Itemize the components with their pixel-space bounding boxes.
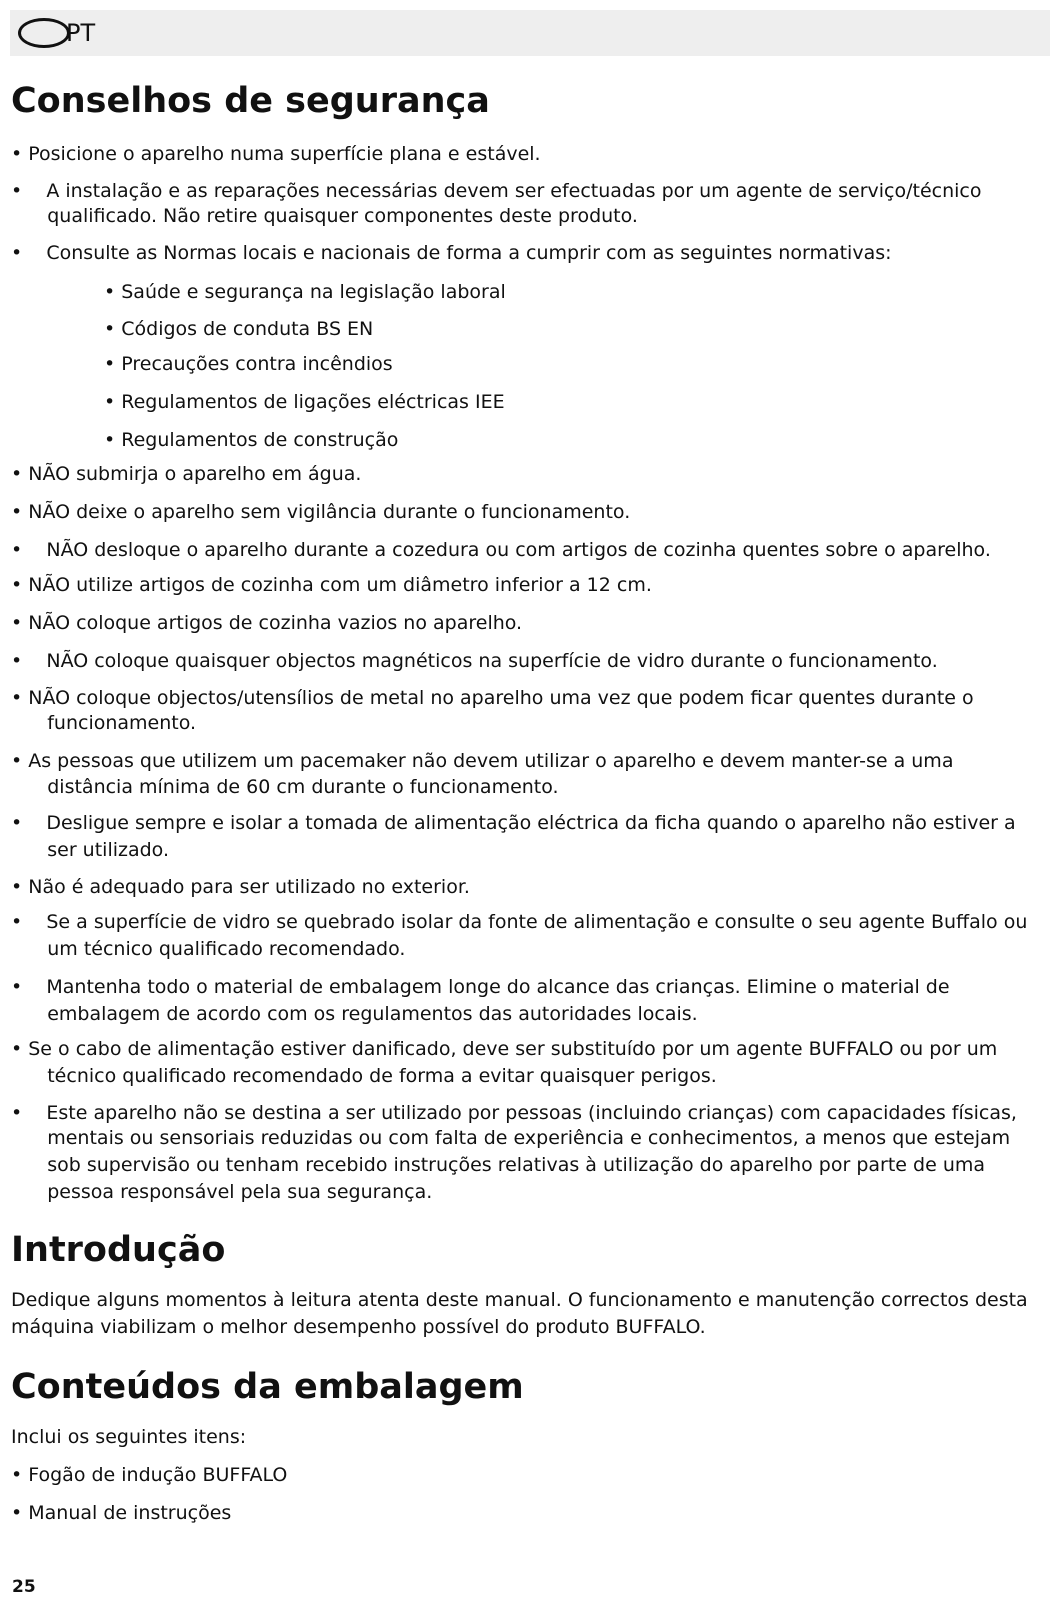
safety-line-02: • A instalação e as reparações necessárias devem ser efectuadas por um agente de serviço/técnico bbox=[11, 180, 982, 202]
section-title-safety: Conselhos de segurança bbox=[11, 81, 490, 121]
safety-line-21: embalagem de acordo com os regulamentos das autoridades locais. bbox=[11, 1003, 698, 1025]
language-header-bar bbox=[10, 10, 1050, 56]
safety-line-09: • NÃO coloque artigos de cozinha vazios no aparelho. bbox=[11, 612, 523, 634]
page-number: 25 bbox=[12, 1577, 36, 1597]
safety-line-17: • Não é adequado para ser utilizado no exterior. bbox=[11, 876, 470, 898]
safety-line-19: um técnico qualificado recomendado. bbox=[11, 938, 406, 960]
safety-line-13: • As pessoas que utilizem um pacemaker não devem utilizar o aparelho e devem manter-se a uma bbox=[11, 750, 954, 772]
safety-line-26: sob supervisão ou tenham recebido instruções relativas à utilização do aparelho por parte de uma bbox=[11, 1154, 986, 1176]
safety-line-05: • NÃO submirja o aparelho em água. bbox=[11, 463, 362, 485]
safety-line-06: • NÃO deixe o aparelho sem vigilância durante o funcionamento. bbox=[11, 501, 631, 523]
contents-item-2: • Manual de instruções bbox=[11, 1502, 232, 1524]
safety-line-15: • Desligue sempre e isolar a tomada de alimentação eléctrica da ficha quando o aparelho não estiver a bbox=[11, 812, 1016, 834]
intro-line-1: Dedique alguns momentos à leitura atenta deste manual. O funcionamento e manutenção correctos desta bbox=[11, 1289, 1028, 1311]
standards-item-05: • Regulamentos de construção bbox=[104, 429, 399, 451]
safety-line-11: • NÃO coloque objectos/utensílios de metal no aparelho uma vez que podem ficar quentes durante o bbox=[11, 687, 974, 709]
contents-item-1: • Fogão de indução BUFFALO bbox=[11, 1464, 288, 1486]
contents-lead: Inclui os seguintes itens: bbox=[11, 1426, 247, 1448]
safety-line-07: • NÃO desloque o aparelho durante a cozedura ou com artigos de cozinha quentes sobre o aparelho. bbox=[11, 539, 991, 561]
safety-line-23: técnico qualificado recomendado de forma a evitar quaisquer perigos. bbox=[11, 1065, 717, 1087]
safety-line-10: • NÃO coloque quaisquer objectos magnéticos na superfície de vidro durante o funcionamento. bbox=[11, 650, 938, 672]
intro-line-2: máquina viabilizam o melhor desempenho possível do produto BUFFALO. bbox=[11, 1316, 706, 1338]
language-code: PT bbox=[66, 19, 96, 47]
safety-line-14: distância mínima de 60 cm durante o funcionamento. bbox=[11, 776, 559, 798]
safety-line-08: • NÃO utilize artigos de cozinha com um diâmetro inferior a 12 cm. bbox=[11, 574, 652, 596]
safety-line-25: mentais ou sensoriais reduzidas ou com falta de experiência e conhecimentos, a menos que estejam bbox=[11, 1127, 1011, 1149]
safety-line-22: • Se o cabo de alimentação estiver danificado, deve ser substituído por um agente BUFFALO ou por um bbox=[11, 1038, 998, 1060]
safety-line-16: ser utilizado. bbox=[11, 839, 170, 861]
safety-line-03: qualificado. Não retire quaisquer componentes deste produto. bbox=[11, 205, 638, 227]
standards-item-03: • Precauções contra incêndios bbox=[104, 353, 393, 375]
safety-line-04: • Consulte as Normas locais e nacionais de forma a cumprir com as seguintes normativas: bbox=[11, 242, 892, 264]
standards-item-04: • Regulamentos de ligações eléctricas IEE bbox=[104, 391, 505, 413]
safety-line-24: • Este aparelho não se destina a ser utilizado por pessoas (incluindo crianças) com capacidades físicas, bbox=[11, 1102, 1017, 1124]
standards-item-02: • Códigos de conduta BS EN bbox=[104, 318, 374, 340]
language-badge-icon bbox=[18, 18, 70, 48]
section-title-introduction: Introdução bbox=[11, 1230, 226, 1270]
safety-line-12: funcionamento. bbox=[11, 712, 197, 734]
safety-line-01: • Posicione o aparelho numa superfície plana e estável. bbox=[11, 143, 541, 165]
safety-line-18: • Se a superfície de vidro se quebrado isolar da fonte de alimentação e consulte o seu agente Buffalo ou bbox=[11, 911, 1028, 933]
section-title-contents: Conteúdos da embalagem bbox=[11, 1367, 524, 1407]
safety-line-27: pessoa responsável pela sua segurança. bbox=[11, 1181, 433, 1203]
safety-line-20: • Mantenha todo o material de embalagem longe do alcance das crianças. Elimine o material de bbox=[11, 976, 950, 998]
standards-item-01: • Saúde e segurança na legislação laboral bbox=[104, 281, 506, 303]
